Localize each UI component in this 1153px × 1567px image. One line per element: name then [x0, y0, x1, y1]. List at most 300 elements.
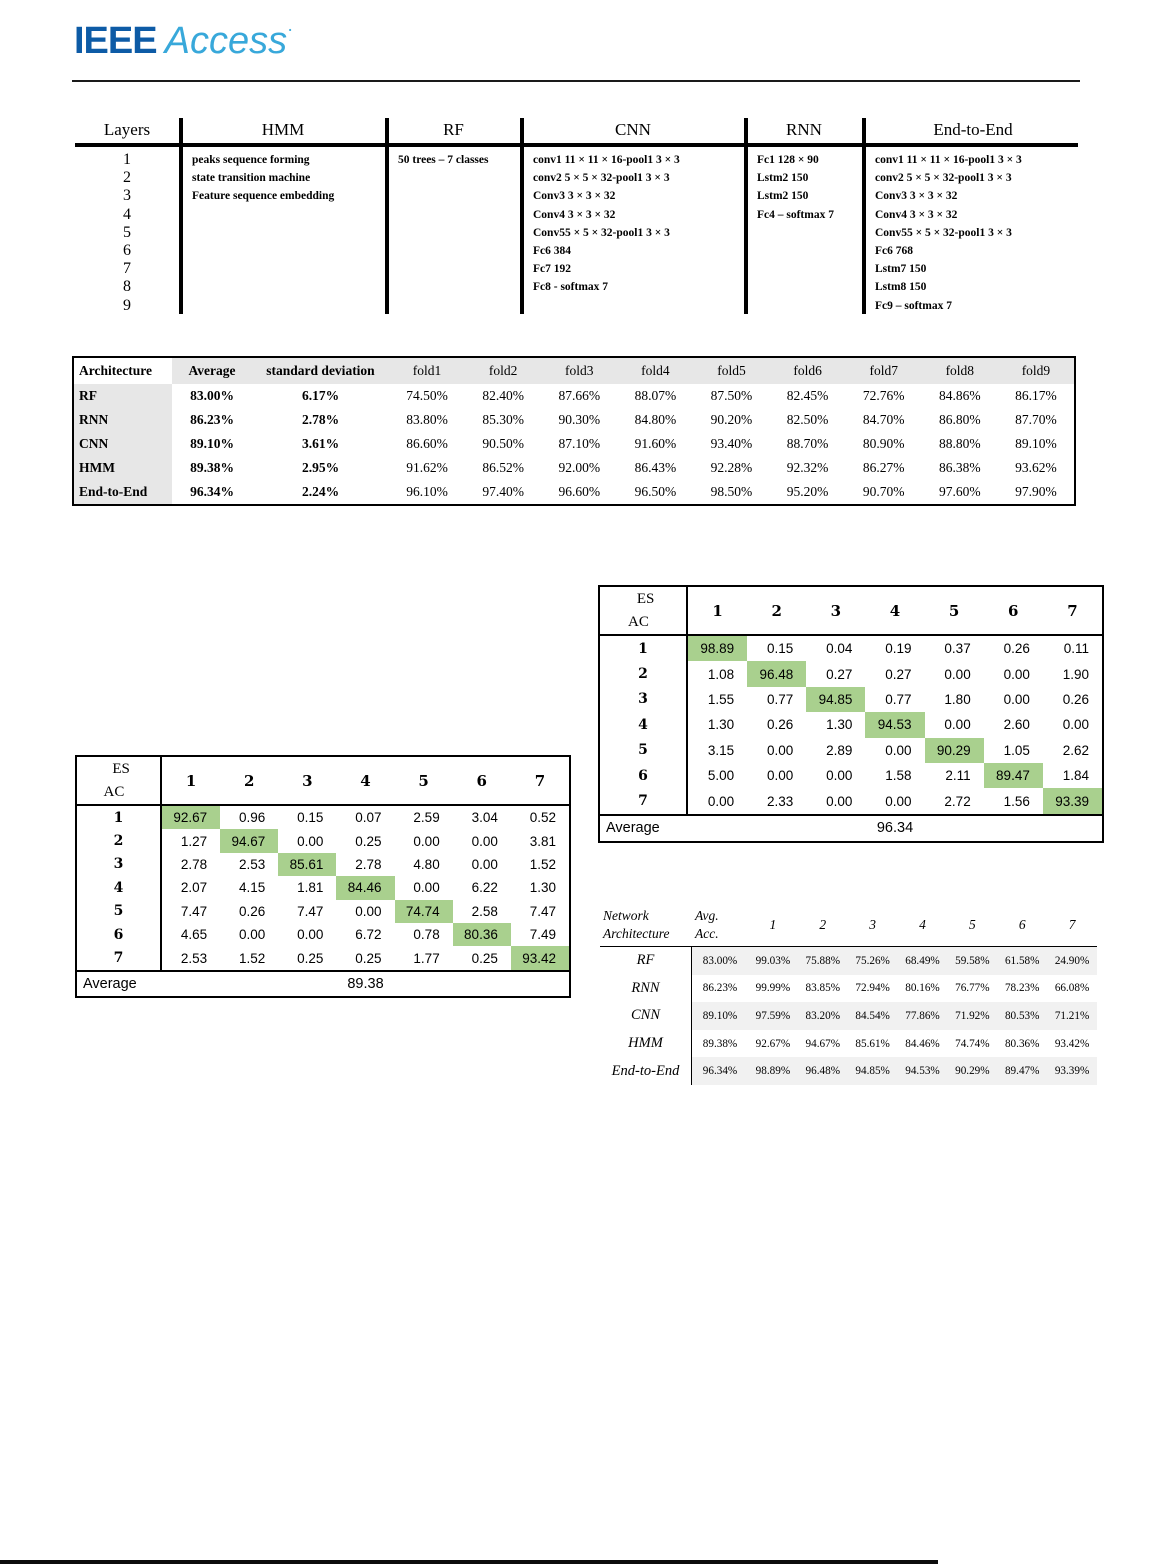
- layer-spec-line: Lstm7 150: [875, 263, 927, 276]
- matrix-value-cell: 0.00: [826, 793, 853, 809]
- matrix-value-cell: 6.72: [355, 927, 382, 943]
- layers-column-divider: [744, 118, 748, 314]
- layer-spec-line: Fc6 768: [875, 245, 914, 258]
- class-value-cell: 66.08%: [1054, 982, 1090, 995]
- matrix-diagonal-cell: 93.39: [1043, 788, 1102, 813]
- matrix-value-cell: 1.81: [297, 880, 324, 896]
- folds-fold-cell: 91.60%: [634, 436, 677, 451]
- folds-fold-cell: 88.70%: [786, 436, 829, 451]
- layer-spec-line: 7: [123, 260, 131, 278]
- matrix-corner-cell: [77, 757, 162, 806]
- matrix-average-value: 96.34: [806, 814, 983, 841]
- matrix-value-cell: 0.26: [767, 717, 794, 733]
- layers-column-divider: [862, 118, 866, 314]
- layers-column-layers: [75, 151, 179, 315]
- matrix-diagonal-cell: 92.67: [162, 806, 220, 829]
- layers-column-cnn: [526, 151, 740, 297]
- folds-std-cell: 3.61%: [301, 436, 340, 451]
- layer-spec-line: Fc8 - softmax 7: [533, 281, 609, 294]
- matrix-col-header: 4: [865, 587, 924, 636]
- folds-fold-cell: 86.80%: [939, 412, 981, 427]
- folds-fold-cell: 93.62%: [1015, 460, 1057, 475]
- class-avg-cell: 96.34%: [692, 1057, 748, 1085]
- matrix-value-cell: 0.00: [885, 742, 912, 758]
- layer-spec-line: 6: [123, 242, 131, 260]
- matrix-diagonal-cell: 89.47: [984, 763, 1043, 788]
- matrix-col-header: 7: [1043, 587, 1102, 636]
- matrix-value-cell: 0.00: [239, 927, 266, 943]
- matrix-col-header: 4: [336, 757, 394, 806]
- class-value-cell: 99.99%: [755, 982, 791, 995]
- matrix-row-label: 7: [600, 788, 688, 813]
- logo-trademark-dot: ·: [287, 20, 294, 40]
- class-header-number: 3: [848, 903, 898, 947]
- folds-fold-cell: 85.30%: [482, 412, 524, 427]
- matrix-value-cell: 0.00: [297, 927, 324, 943]
- class-value-cell: 61.58%: [997, 947, 1047, 975]
- folds-fold-cell: 86.38%: [939, 460, 981, 475]
- matrix-col-header: 5: [395, 757, 453, 806]
- folds-fold-cell: 96.10%: [406, 484, 448, 499]
- matrix-diagonal-cell: 80.36: [453, 923, 511, 946]
- layers-header-rf: RF: [443, 120, 464, 139]
- matrix-col-header: 2: [747, 587, 806, 636]
- layers-column-divider: [385, 118, 389, 314]
- folds-header-cell: fold1: [389, 358, 465, 384]
- layer-spec-line: 2: [123, 169, 131, 187]
- layer-spec-line: conv2 5 × 5 × 32-pool1 3 × 3: [533, 172, 670, 185]
- folds-fold-cell: 84.80%: [634, 412, 677, 427]
- logo-ieee-text: IEEE: [74, 20, 157, 62]
- class-header-avg-acc: [692, 903, 748, 947]
- class-avg-cell: 83.00%: [692, 947, 748, 975]
- layers-header-e2e: End-to-End: [933, 120, 1013, 139]
- class-value-cell: 93.39%: [1047, 1057, 1097, 1085]
- matrix-average-filler: [984, 814, 1102, 841]
- folds-row-name: RF: [74, 384, 172, 408]
- matrix-average-filler: [453, 970, 569, 996]
- matrix-value-cell: 0.00: [413, 833, 440, 849]
- layers-column-hmm: [185, 151, 381, 206]
- network-layers-table: [75, 118, 1078, 314]
- matrix-value-cell: 1.56: [1003, 793, 1030, 809]
- class-value-cell: 80.36%: [1004, 1037, 1040, 1050]
- matrix-value-cell: 7.47: [180, 903, 208, 919]
- matrix-value-cell: 0.00: [297, 833, 324, 849]
- class-header-line: Architecture: [603, 925, 670, 941]
- folds-fold-cell: 86.17%: [1015, 388, 1057, 403]
- folds-fold-cell: 87.10%: [558, 436, 601, 451]
- folds-fold-cell: 90.50%: [482, 436, 524, 451]
- folds-std-cell: 2.95%: [301, 460, 340, 475]
- class-header-number: 4: [898, 903, 948, 947]
- class-value-cell: 94.67%: [805, 1037, 841, 1050]
- matrix-value-cell: 0.26: [1003, 641, 1030, 657]
- ieee-access-logo: [74, 20, 293, 63]
- folds-header-cell: fold8: [922, 358, 998, 384]
- folds-average-cell: 86.23%: [190, 412, 234, 427]
- matrix-value-cell: 0.00: [471, 833, 498, 849]
- layer-spec-line: Conv3 3 × 3 × 32: [533, 190, 616, 203]
- folds-fold-cell: 97.40%: [482, 484, 524, 499]
- layer-spec-line: 1: [123, 151, 131, 168]
- folds-fold-cell: 88.07%: [634, 388, 677, 403]
- class-header-number: 6: [997, 903, 1047, 947]
- matrix-diagonal-cell: 96.48: [747, 661, 806, 686]
- class-value-cell: 78.23%: [1004, 982, 1040, 995]
- class-value-cell: 83.85%: [805, 982, 841, 995]
- matrix-value-cell: 0.25: [355, 950, 382, 966]
- folds-fold-cell: 89.10%: [1015, 436, 1057, 451]
- matrix-value-cell: 0.00: [707, 793, 735, 809]
- matrix-value-cell: 0.77: [767, 691, 794, 707]
- matrix-value-cell: 0.15: [767, 641, 794, 657]
- matrix-diagonal-cell: 94.53: [865, 712, 924, 737]
- matrix-value-cell: 7.49: [529, 927, 556, 943]
- matrix-corner-ac-label: AC: [627, 614, 649, 630]
- folds-fold-cell: 84.86%: [939, 388, 981, 403]
- matrix-value-cell: 3.15: [707, 742, 735, 758]
- folds-fold-cell: 86.43%: [634, 460, 677, 475]
- class-header-line: Avg.: [695, 907, 719, 923]
- class-value-cell: 59.58%: [947, 947, 997, 975]
- folds-header-cell: fold4: [617, 358, 693, 384]
- class-value-cell: 74.74%: [955, 1037, 990, 1050]
- matrix-col-header: 3: [278, 757, 336, 806]
- layers-column-rnn: [750, 151, 858, 224]
- folds-fold-cell: 86.60%: [406, 436, 448, 451]
- folds-fold-cell: 83.80%: [406, 412, 448, 427]
- class-value-cell: 68.49%: [898, 947, 948, 975]
- layer-spec-line: Conv4 3 × 3 × 32: [875, 208, 958, 221]
- matrix-value-cell: 0.07: [355, 810, 382, 826]
- folds-header-cell: fold7: [846, 358, 922, 384]
- class-avg-cell: 86.23%: [702, 982, 738, 995]
- layer-spec-line: Conv4 3 × 3 × 32: [533, 208, 616, 221]
- class-row-name: End-to-End: [600, 1057, 692, 1085]
- folds-fold-cell: 92.32%: [786, 460, 829, 475]
- layer-spec-line: Fc1 128 × 90: [757, 154, 819, 166]
- matrix-value-cell: 1.27: [180, 833, 208, 849]
- matrix-value-cell: 0.00: [826, 768, 853, 784]
- folds-fold-cell: 82.40%: [482, 388, 524, 403]
- matrix-value-cell: 2.58: [471, 903, 498, 919]
- folds-fold-cell: 87.50%: [710, 388, 753, 403]
- matrix-value-cell: 7.47: [297, 903, 324, 919]
- layer-spec-line: conv1 11 × 11 × 16-pool1 3 × 3: [875, 154, 1022, 166]
- matrix-col-header: 6: [984, 587, 1043, 636]
- layer-spec-line: Fc6 384: [533, 245, 572, 258]
- layer-spec-line: Conv55 × 5 × 32-pool1 3 × 3: [875, 226, 1012, 239]
- matrix-value-cell: 2.78: [180, 856, 208, 872]
- matrix-value-cell: 4.65: [180, 927, 208, 943]
- matrix-row-label: 2: [600, 661, 688, 686]
- matrix-value-cell: 1.52: [239, 950, 266, 966]
- folds-std-cell: 2.24%: [301, 484, 340, 499]
- confusion-matrix-hmm: [75, 755, 571, 998]
- matrix-value-cell: 3.81: [529, 833, 556, 849]
- matrix-value-cell: 0.00: [1003, 666, 1030, 682]
- matrix-value-cell: 2.11: [945, 768, 971, 784]
- matrix-value-cell: 0.37: [944, 641, 971, 657]
- matrix-value-cell: 0.00: [413, 880, 440, 896]
- matrix-value-cell: 2.53: [239, 856, 266, 872]
- class-header-line: Network: [603, 907, 649, 923]
- matrix-value-cell: 0.52: [529, 810, 556, 826]
- class-value-cell: 71.21%: [1047, 1002, 1097, 1030]
- folds-fold-cell: 90.70%: [862, 484, 905, 499]
- matrix-value-cell: 0.00: [767, 742, 794, 758]
- folds-fold-cell: 97.60%: [939, 484, 981, 499]
- matrix-value-cell: 1.84: [1062, 768, 1089, 784]
- layer-spec-line: 9: [123, 296, 131, 314]
- class-value-cell: 89.47%: [997, 1057, 1047, 1085]
- class-value-cell: 76.77%: [955, 982, 990, 995]
- matrix-value-cell: 1.77: [413, 950, 440, 966]
- folds-fold-cell: 87.66%: [558, 388, 601, 403]
- matrix-col-header: 7: [511, 757, 569, 806]
- matrix-value-cell: 2.62: [1062, 742, 1089, 758]
- class-value-cell: 90.29%: [947, 1057, 997, 1085]
- layers-column-divider: [179, 118, 183, 314]
- layer-spec-line: Fc4 – softmax 7: [757, 208, 834, 221]
- class-value-cell: 80.53%: [997, 1002, 1047, 1030]
- layers-column-rf: [391, 151, 516, 169]
- folds-fold-cell: 86.27%: [862, 460, 905, 475]
- matrix-row-label: 7: [77, 946, 162, 969]
- matrix-value-cell: 0.26: [1062, 691, 1089, 707]
- class-avg-cell: 89.38%: [702, 1037, 738, 1050]
- class-row-name: RF: [600, 947, 692, 975]
- matrix-value-cell: 5.00: [707, 768, 735, 784]
- class-value-cell: 75.26%: [848, 947, 898, 975]
- class-header-number: 7: [1047, 903, 1097, 947]
- folds-fold-cell: 86.52%: [482, 460, 524, 475]
- layer-spec-line: state transition machine: [192, 172, 311, 185]
- matrix-value-cell: 0.00: [355, 903, 382, 919]
- page-bottom-rule: [0, 1560, 938, 1564]
- class-header-number: 1: [748, 903, 798, 947]
- folds-header-cell: fold6: [770, 358, 846, 384]
- layer-spec-line: 4: [123, 205, 131, 223]
- layers-header-cnn: CNN: [615, 120, 651, 139]
- matrix-value-cell: 0.04: [826, 641, 853, 657]
- class-value-cell: 93.42%: [1054, 1037, 1090, 1050]
- class-header-number: 5: [947, 903, 997, 947]
- matrix-value-cell: 4.15: [239, 880, 266, 896]
- matrix-corner-es-label: ES: [112, 761, 130, 777]
- matrix-row-label: 6: [77, 923, 162, 946]
- class-value-cell: 97.59%: [748, 1002, 798, 1030]
- class-header-line: Acc.: [695, 925, 719, 941]
- class-value-cell: 77.86%: [898, 1002, 948, 1030]
- matrix-value-cell: 2.53: [180, 950, 208, 966]
- matrix-row-label: 3: [600, 687, 688, 712]
- folds-std-cell: 2.78%: [301, 412, 340, 427]
- matrix-diagonal-cell: 94.67: [220, 829, 278, 852]
- folds-fold-cell: 97.90%: [1015, 484, 1057, 499]
- matrix-average-label: Average: [77, 970, 278, 996]
- matrix-value-cell: 2.07: [180, 880, 208, 896]
- matrix-diagonal-cell: 90.29: [925, 738, 984, 763]
- header-rule: [72, 80, 1080, 82]
- folds-row-name: HMM: [74, 456, 172, 480]
- matrix-diagonal-cell: 98.89: [688, 636, 747, 661]
- folds-fold-cell: 72.76%: [862, 388, 905, 403]
- matrix-value-cell: 0.00: [885, 793, 912, 809]
- matrix-value-cell: 1.05: [1003, 742, 1030, 758]
- layer-spec-line: Lstm8 150: [875, 281, 927, 294]
- class-row-name: RNN: [600, 975, 692, 1003]
- folds-header-cell: Architecture: [79, 363, 152, 378]
- matrix-row-label: 4: [600, 712, 688, 737]
- class-value-cell: 96.48%: [798, 1057, 848, 1085]
- layer-spec-line: 5: [123, 223, 131, 241]
- matrix-value-cell: 0.00: [471, 856, 498, 872]
- matrix-row-label: 1: [77, 806, 162, 829]
- folds-average-cell: 89.10%: [190, 436, 234, 451]
- layer-spec-line: Fc7 192: [533, 263, 572, 276]
- logo-access-text: Access: [164, 20, 288, 62]
- folds-average-cell: 89.38%: [190, 460, 234, 475]
- layer-spec-line: 8: [123, 278, 131, 296]
- class-avg-cell: 89.10%: [692, 1002, 748, 1030]
- matrix-value-cell: 7.47: [529, 903, 556, 919]
- folds-header-cell: fold3: [541, 358, 617, 384]
- folds-row-name: RNN: [74, 408, 172, 432]
- matrix-value-cell: 0.00: [944, 717, 971, 733]
- layers-header-layers: Layers: [103, 120, 151, 139]
- folds-row-name: CNN: [74, 432, 172, 456]
- layer-spec-line: 3: [123, 187, 131, 205]
- matrix-col-header: 2: [220, 757, 278, 806]
- class-value-cell: 98.89%: [748, 1057, 798, 1085]
- matrix-col-header: 5: [925, 587, 984, 636]
- matrix-value-cell: 0.77: [885, 691, 912, 707]
- folds-header-cell: Average: [172, 358, 252, 384]
- confusion-matrix-end-to-end: [598, 585, 1104, 843]
- folds-fold-cell: 90.20%: [710, 412, 753, 427]
- folds-fold-cell: 92.00%: [558, 460, 601, 475]
- class-value-cell: 75.88%: [798, 947, 848, 975]
- folds-average-cell: 96.34%: [190, 484, 234, 499]
- matrix-value-cell: 4.80: [413, 856, 440, 872]
- class-value-cell: 94.85%: [848, 1057, 898, 1085]
- class-value-cell: 94.53%: [898, 1057, 948, 1085]
- class-value-cell: 92.67%: [755, 1037, 791, 1050]
- matrix-value-cell: 2.60: [1003, 717, 1030, 733]
- matrix-value-cell: 0.00: [1003, 691, 1030, 707]
- matrix-value-cell: 0.26: [239, 903, 266, 919]
- matrix-row-label: 5: [600, 738, 688, 763]
- layer-spec-line: 50 trees – 7 classes: [398, 154, 489, 166]
- class-header-number: 2: [798, 903, 848, 947]
- matrix-value-cell: 0.00: [1062, 717, 1089, 733]
- matrix-value-cell: 0.15: [297, 810, 324, 826]
- layer-spec-line: Conv55 × 5 × 32-pool1 3 × 3: [533, 226, 670, 239]
- matrix-value-cell: 1.30: [707, 717, 735, 733]
- folds-row-name: End-to-End: [74, 480, 172, 504]
- folds-fold-cell: 88.80%: [939, 436, 981, 451]
- matrix-average-label: Average: [600, 814, 806, 841]
- folds-fold-cell: 82.50%: [786, 412, 829, 427]
- matrix-row-label: 4: [77, 876, 162, 899]
- matrix-value-cell: 2.33: [767, 793, 794, 809]
- class-row-name: CNN: [600, 1002, 692, 1030]
- matrix-value-cell: 0.11: [1063, 641, 1089, 657]
- folds-header-cell: standard deviation: [252, 358, 389, 384]
- matrix-col-header: 1: [688, 587, 747, 636]
- matrix-value-cell: 0.25: [471, 950, 498, 966]
- matrix-col-header: 1: [162, 757, 220, 806]
- matrix-value-cell: 0.00: [767, 768, 794, 784]
- folds-fold-cell: 92.28%: [710, 460, 753, 475]
- layer-spec-line: Lstm2 150: [757, 190, 809, 203]
- matrix-row-label: 1: [600, 636, 688, 661]
- class-value-cell: 83.20%: [798, 1002, 848, 1030]
- folds-fold-cell: 95.20%: [786, 484, 829, 499]
- matrix-value-cell: 3.04: [471, 810, 498, 826]
- class-value-cell: 84.46%: [905, 1037, 940, 1050]
- class-value-cell: 71.92%: [947, 1002, 997, 1030]
- matrix-value-cell: 1.90: [1062, 666, 1089, 682]
- folds-std-cell: 6.17%: [301, 388, 340, 403]
- layer-spec-line: Feature sequence embedding: [192, 190, 335, 203]
- matrix-value-cell: 0.27: [826, 666, 853, 682]
- folds-header-cell: fold9: [998, 358, 1074, 384]
- matrix-value-cell: 0.96: [239, 810, 266, 826]
- class-value-cell: 85.61%: [855, 1037, 890, 1050]
- matrix-value-cell: 1.80: [944, 691, 971, 707]
- folds-fold-cell: 90.30%: [558, 412, 601, 427]
- matrix-value-cell: 2.59: [413, 810, 440, 826]
- matrix-value-cell: 1.08: [707, 666, 735, 682]
- layer-spec-line: Lstm2 150: [757, 172, 809, 185]
- matrix-row-label: 3: [77, 853, 162, 876]
- matrix-value-cell: 1.30: [826, 717, 853, 733]
- folds-fold-cell: 80.90%: [862, 436, 905, 451]
- matrix-diagonal-cell: 85.61: [278, 853, 336, 876]
- folds-fold-cell: 87.70%: [1015, 412, 1057, 427]
- matrix-value-cell: 1.55: [707, 691, 735, 707]
- layer-spec-line: Fc9 – softmax 7: [875, 299, 952, 312]
- matrix-value-cell: 2.78: [355, 856, 382, 872]
- layers-header-rnn: RNN: [786, 120, 822, 139]
- matrix-corner-cell: [600, 587, 688, 636]
- cross-validation-folds-table: [72, 356, 1076, 506]
- layer-spec-line: conv2 5 × 5 × 32-pool1 3 × 3: [875, 172, 1012, 185]
- class-header-architecture: [600, 903, 692, 947]
- matrix-value-cell: 6.22: [471, 880, 498, 896]
- matrix-diagonal-cell: 74.74: [395, 900, 453, 923]
- class-value-cell: 84.54%: [848, 1002, 898, 1030]
- class-value-cell: 72.94%: [855, 982, 890, 995]
- matrix-diagonal-cell: 84.46: [336, 876, 394, 899]
- folds-fold-cell: 82.45%: [786, 388, 829, 403]
- matrix-value-cell: 1.52: [529, 856, 556, 872]
- matrix-value-cell: 0.19: [885, 641, 912, 657]
- class-row-name: HMM: [600, 1030, 692, 1058]
- matrix-value-cell: 0.25: [297, 950, 324, 966]
- layer-spec-line: Conv3 3 × 3 × 32: [875, 190, 958, 203]
- folds-fold-cell: 93.40%: [710, 436, 753, 451]
- folds-header-cell: fold2: [465, 358, 541, 384]
- per-class-accuracy-table: [600, 903, 1097, 1085]
- folds-fold-cell: 96.50%: [634, 484, 677, 499]
- matrix-corner-ac-label: AC: [103, 784, 125, 800]
- folds-fold-cell: 98.50%: [710, 484, 753, 499]
- matrix-corner-es-label: ES: [636, 591, 655, 607]
